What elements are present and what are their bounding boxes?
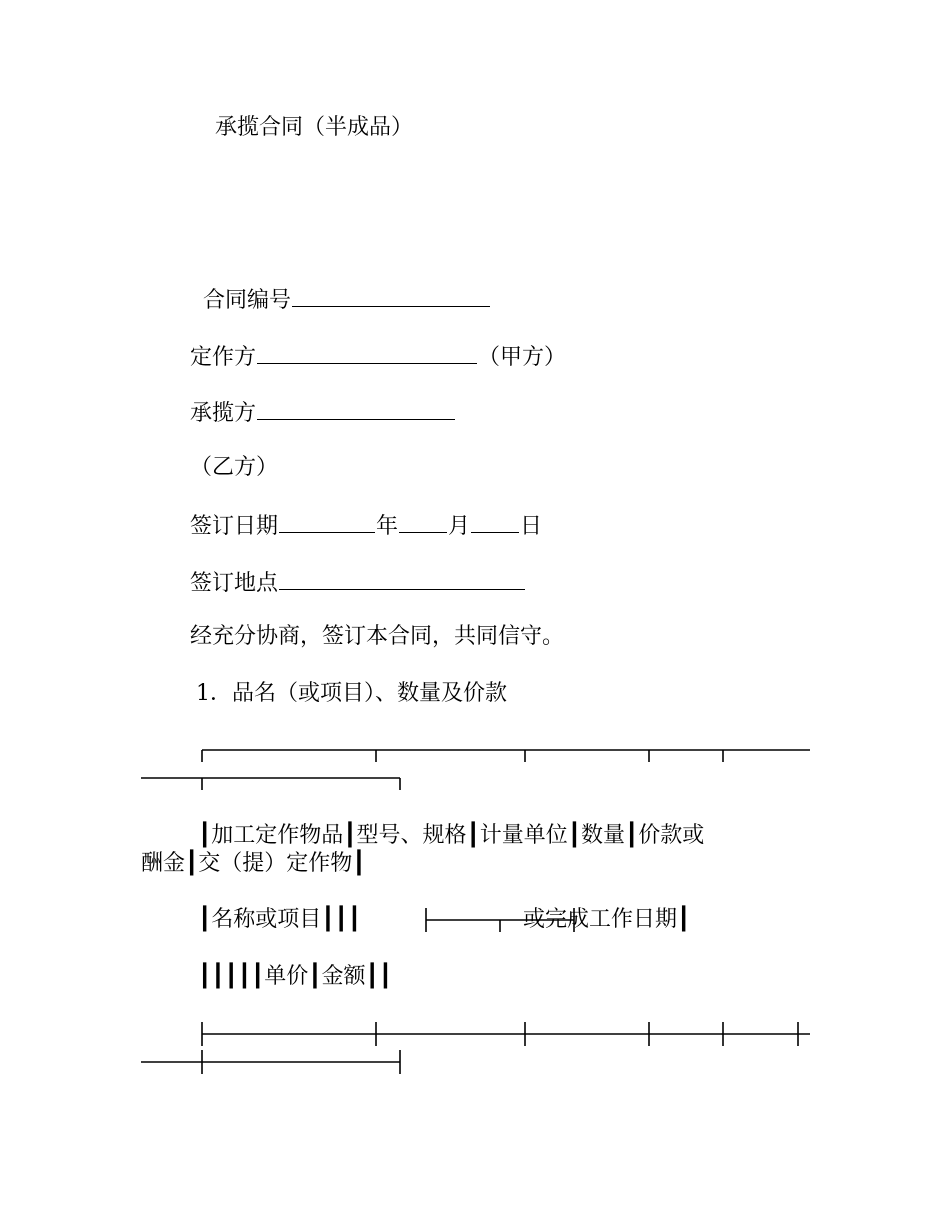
party-b-suffix: （乙方） [190, 455, 279, 480]
intro-text: 经充分协商，签订本合同，共同信守。 [190, 624, 565, 649]
month-blank[interactable] [399, 510, 447, 533]
table-header-row-2 [198, 906, 690, 934]
amount-label: 金额 [321, 964, 366, 989]
sign-place-label: 签订地点 [190, 571, 279, 596]
party-a-suffix: （甲方） [478, 345, 567, 370]
party-b-line [190, 397, 456, 428]
row3-left: ┃┃┃┃┃ [198, 964, 265, 989]
table-header-row-3: ┃┃┃┃┃单价┃金额┃┃ [198, 964, 393, 989]
row3-right: ┃┃ [365, 964, 393, 989]
party-b-blank[interactable] [257, 397, 455, 420]
contract-number-line [203, 284, 491, 315]
party-a-blank[interactable] [257, 341, 477, 364]
contract-number-blank[interactable] [292, 284, 490, 307]
table-header-row-1: ┃加工定作物品┃型号、规格┃计量单位┃数量┃价款或 [198, 823, 705, 848]
day-blank[interactable] [471, 510, 519, 533]
sign-place-line [190, 567, 526, 598]
sign-date-label: 签订日期 [190, 514, 279, 539]
contract-number-label: 合同编号 [203, 288, 292, 313]
day-label: 日 [520, 514, 543, 539]
party-b-label: 承揽方 [190, 401, 257, 426]
party-a-label: 定作方 [190, 345, 257, 370]
row2-right: 或完成工作日期┃ [522, 907, 691, 932]
row2-left: ┃名称或项目┃┃┃ [198, 907, 361, 932]
section-1-heading: 1．品名（或项目）、数量及价款 [196, 681, 507, 706]
table-middle-border [141, 1022, 810, 1074]
table-top-border [141, 750, 810, 790]
document-title: 承揽合同（半成品） [215, 115, 414, 140]
table-header-row-1-cont: 酬金┃交（提）定作物┃ [141, 851, 366, 876]
sign-place-blank[interactable] [279, 567, 525, 590]
year-blank[interactable] [279, 510, 375, 533]
sign-date-line [190, 510, 542, 541]
party-a-line [190, 341, 566, 372]
unit-price-label: 单价 [264, 964, 309, 989]
month-label: 月 [448, 514, 471, 539]
year-label: 年 [376, 514, 399, 539]
